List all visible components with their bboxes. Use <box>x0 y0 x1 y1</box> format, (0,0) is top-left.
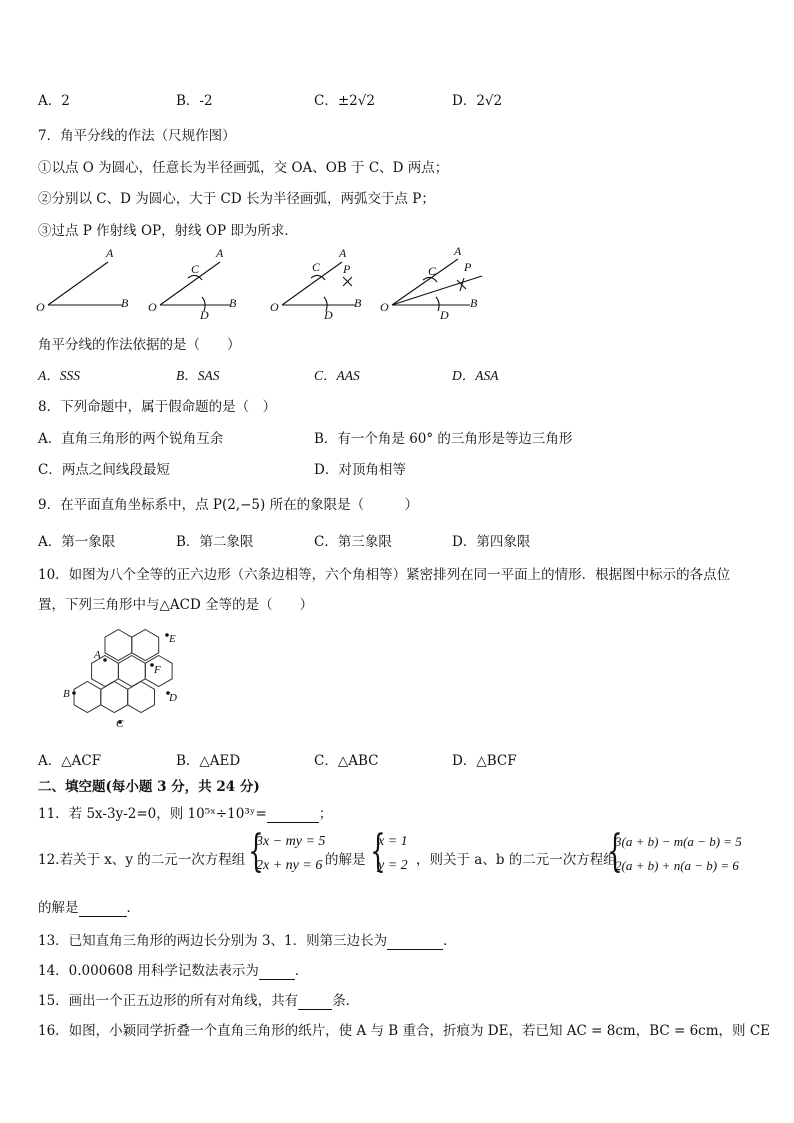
q12-system-1-line-1: 3x − my = 5 <box>256 834 326 849</box>
q7-label-d2: D <box>200 308 209 322</box>
q7-label-a4: A <box>454 245 462 258</box>
q9-option-a: A．第一象限 <box>38 534 116 550</box>
q10-hexagon <box>105 630 132 661</box>
q12-line-2-end: ． <box>126 900 140 916</box>
q8-option-b: B．有一个角是 60° 的三角形是等边三角形 <box>314 431 573 447</box>
q10-hexagon <box>132 630 159 661</box>
q11-end: ； <box>318 806 333 822</box>
q7-step-1: ①以点 O 为圆心，任意长为半径画弧，交 OA、OB 于 C、D 两点； <box>38 160 449 176</box>
q9-option-d: D．第四象限 <box>452 534 531 550</box>
q10-point-a <box>103 658 107 662</box>
q7-step-2: ②分别以 C、D 为圆心，大于 CD 长为半径画弧，两弧交于点 P； <box>38 191 435 207</box>
q7-label-o1: O <box>36 300 45 314</box>
q14-answer-blank[interactable] <box>259 963 295 980</box>
q7-label-c2: C <box>191 262 200 276</box>
q6-option-c: C．±2√2 <box>314 93 375 109</box>
q7-label-b4: B <box>470 296 478 310</box>
q7-label-b2: B <box>229 296 237 310</box>
q12-prefix: 12.若关于 x、y 的二元一次方程组 <box>38 852 246 868</box>
q9-option-c: C．第三象限 <box>314 534 392 550</box>
q10-label-b: B <box>63 688 70 700</box>
q10-line-2: 置，下列三角形中与△ACD 全等的是（ ） <box>38 597 314 613</box>
q14-text: 14．0.000608 用科学记数法表示为 <box>38 963 259 979</box>
q10-line-1: 10．如图为八个全等的正六边形（六条边相等，六个角相等）紧密排列在同一平面上的情形．根据图中标示的各点位 <box>38 567 731 583</box>
q12-answer-blank[interactable] <box>79 900 127 917</box>
q10-point-b <box>72 691 76 695</box>
q12-system-3-brace: { <box>607 826 623 877</box>
q7-label-d4: D <box>440 308 449 322</box>
q12-system-2-line-1: x = 1 <box>378 834 408 849</box>
q7-label-o2: O <box>148 300 157 314</box>
q14-end: ． <box>294 963 309 979</box>
q13-text: 13．已知直角三角形的两边长分别为 3、1．则第三边长为 <box>38 933 388 949</box>
q6-option-a: A．2 <box>38 93 70 109</box>
q7-label-c3: C <box>312 260 321 274</box>
q12-system-1-line-2: 2x + ny = 6 <box>256 858 323 873</box>
q13-answer-blank[interactable] <box>387 933 443 950</box>
q16-text: 16．如图，小颖同学折叠一个直角三角形的纸片，使 A 与 B 重合，折痕为 DE，若已知 AC = 8cm，BC = 6cm，则 CE <box>38 1023 771 1039</box>
q12-system-2-brace: { <box>370 826 386 877</box>
q10-label-f: F <box>154 664 161 676</box>
q8-title: 8．下列命题中，属于假命题的是（ ） <box>38 399 277 415</box>
q7-label-b3: B <box>354 296 362 310</box>
q7-option-b: B．SAS <box>176 368 220 383</box>
q11-answer-blank[interactable] <box>267 806 319 823</box>
q12-system-3-line-1: 3(a + b) − m(a − b) = 5 <box>615 834 742 849</box>
q12-system-2-line-2: y = 2 <box>378 858 408 873</box>
q8-option-c: C．两点之间线段最短 <box>38 462 170 478</box>
q11-text: 11．若 5x-3y-2=0，则 10⁵ˣ÷10³ʸ= <box>38 806 267 822</box>
q10-label-c: C <box>116 718 124 727</box>
q10-hexagon <box>74 682 101 713</box>
q13-end: ． <box>443 933 457 949</box>
q12-line-2-prefix: 的解是 <box>38 900 79 916</box>
q12-system-1-brace: { <box>248 826 264 877</box>
q15-end: 条． <box>332 993 360 1009</box>
q10-option-b: B．△AED <box>176 753 241 769</box>
q7-label-o4: O <box>380 300 389 314</box>
q7-label-p4: P <box>464 260 472 274</box>
q10-label-d: D <box>169 692 177 704</box>
q9-option-b: B．第二象限 <box>176 534 254 550</box>
q8-option-d: D．对顶角相等 <box>314 462 406 478</box>
section-2-heading: 二、填空题(每小题 3 分，共 24 分) <box>38 779 260 795</box>
q7-question: 角平分线的作法依据的是（ ） <box>38 337 241 353</box>
q12-line-2 <box>38 896 140 917</box>
q7-title: 7．角平分线的作法（尺规作图） <box>38 128 236 144</box>
q15-text: 15．画出一个正五边形的所有对角线，共有 <box>38 993 299 1009</box>
q15 <box>38 989 359 1010</box>
q12-mid-1: 的解是 <box>325 852 366 868</box>
q7-label-b1: B <box>121 296 129 310</box>
q7-label-a2: A <box>216 246 224 260</box>
q7-label-a1: A <box>106 246 114 260</box>
q7-option-d: D．ASA <box>452 368 499 383</box>
q7-construction-figure <box>30 245 500 325</box>
q7-label-o3: O <box>270 300 279 314</box>
q14 <box>38 959 308 980</box>
q7-label-c4: C <box>428 264 437 278</box>
q10-option-d: D．△BCF <box>452 753 517 769</box>
q12-mid-2: ，则关于 a、b 的二元一次方程组 <box>416 852 617 868</box>
q7-option-a: A．SSS <box>38 368 80 383</box>
q15-answer-blank[interactable] <box>298 993 332 1010</box>
q8-option-a: A．直角三角形的两个锐角互余 <box>38 431 224 447</box>
q10-label-a: A <box>94 649 101 661</box>
q6-option-d: D．2√2 <box>452 93 503 109</box>
q9-title: 9．在平面直角坐标系中，点 P(2,−5) 所在的象限是（ ） <box>38 497 419 513</box>
q10-option-a: A．△ACF <box>38 753 102 769</box>
q11 <box>38 802 332 823</box>
q13 <box>38 929 457 950</box>
q6-option-b: B．-2 <box>176 93 213 109</box>
q7-label-p3: P <box>343 262 351 276</box>
q10-hexagon-figure <box>58 627 188 727</box>
q10-option-c: C．△ABC <box>314 753 379 769</box>
q7-label-d3: D <box>324 308 333 322</box>
q10-label-e: E <box>169 633 176 645</box>
q7-label-a3: A <box>339 246 347 260</box>
q12-system-3-line-2: 2(a + b) + n(a − b) = 6 <box>615 858 739 873</box>
q7-step-3: ③过点 P 作射线 OP，射线 OP 即为所求． <box>38 223 298 239</box>
q7-option-c: C．AAS <box>314 368 360 383</box>
